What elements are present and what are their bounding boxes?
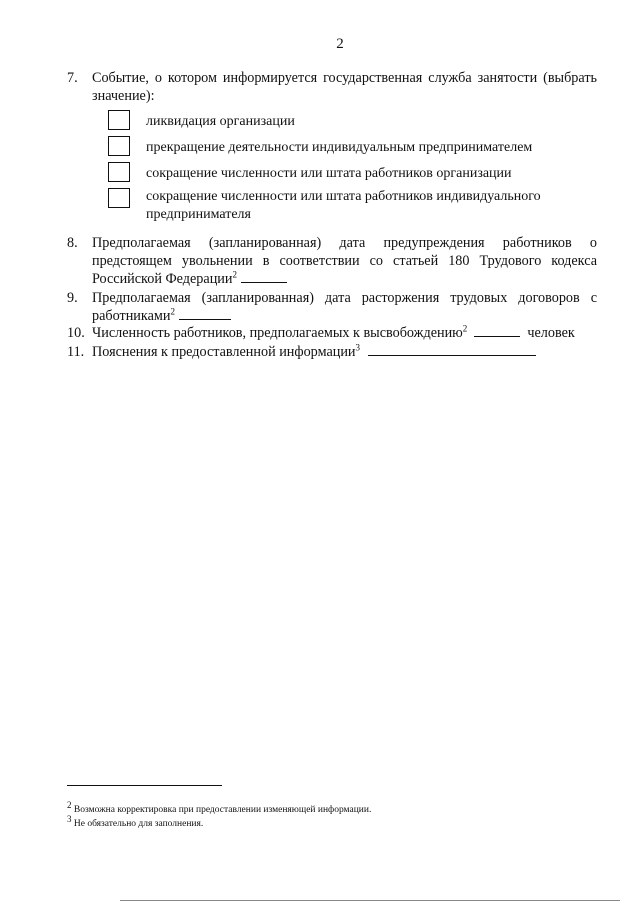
footnote-ref: 2 — [170, 306, 175, 317]
footnote-mark: 2 — [67, 800, 72, 810]
item-number: 8. — [67, 235, 78, 251]
page-edge — [120, 900, 620, 901]
checkbox[interactable] — [108, 110, 130, 130]
footnote-text: Не обязательно для заполнения. — [73, 819, 204, 830]
footnote-ref: 2 — [232, 269, 237, 280]
footnote-mark: 3 — [67, 814, 72, 824]
item-10 — [67, 324, 612, 342]
footnote-3 — [67, 814, 204, 830]
option-label: сокращение численности или штата работников организации — [146, 166, 512, 181]
footnote-separator — [67, 785, 222, 786]
date-field[interactable] — [241, 270, 287, 283]
item-text: Пояснения к предоставленной информации — [92, 344, 356, 360]
item-9 — [67, 289, 597, 325]
item-number: 10. — [67, 325, 85, 341]
item-text: Предполагаемая (запланированная) дата предупреждения работников о предстоящем увольнении в соответствии со статьей 180 Трудового кодекса Российской Федерации — [92, 235, 597, 287]
count-field[interactable] — [474, 324, 520, 337]
unit-label: человек — [527, 325, 575, 341]
option-label: ликвидация организации — [146, 114, 295, 129]
item-number: 9. — [67, 290, 78, 306]
page-number: 2 — [336, 36, 344, 52]
footnote-ref: 3 — [355, 342, 361, 353]
checkbox[interactable] — [108, 162, 130, 182]
item-number: 7. — [67, 70, 78, 86]
explanation-field[interactable] — [368, 343, 536, 356]
option-label: сокращение численности или штата работников индивидуального предпринимателя — [146, 189, 541, 222]
item-number: 11. — [67, 344, 85, 360]
item-text: Предполагаемая (запланированная) дата расторжения трудовых договоров с работниками — [92, 290, 597, 324]
footnote-ref: 2 — [462, 323, 468, 334]
date-field[interactable] — [179, 307, 231, 320]
checkbox[interactable] — [108, 136, 130, 156]
item-8 — [67, 234, 597, 288]
option-label: прекращение деятельности индивидуальным предпринимателем — [146, 140, 533, 155]
item-7 — [67, 69, 597, 105]
footnote-text: Возможна корректировка при предоставлении изменяющей информации. — [73, 805, 372, 816]
item-text: Численность работников, предполагаемых к высвобождению — [92, 325, 463, 341]
item-11 — [67, 343, 612, 361]
item-text: Событие, о котором информируется государственная служба занятости (выбрать значение): — [92, 70, 597, 104]
checkbox[interactable] — [108, 188, 130, 208]
footnote-2 — [67, 800, 372, 816]
